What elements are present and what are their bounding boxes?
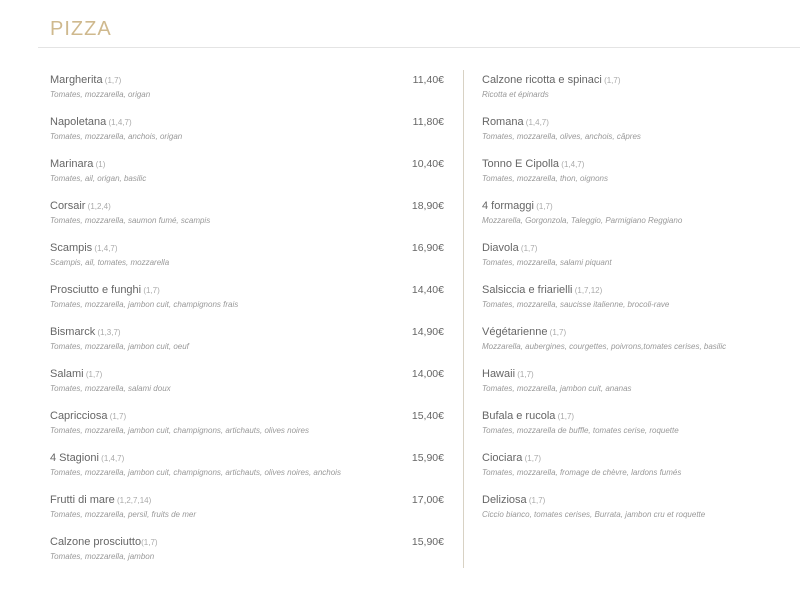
item-name-line [50, 409, 446, 424]
item-description: Tomates, mozzarella, salami doux [50, 384, 171, 393]
allergen-codes: (1,4,7) [106, 118, 132, 127]
item-description: Tomates, mozzarella, saucisse italienne, brocoli-rave [482, 300, 670, 309]
menu-item [50, 157, 446, 199]
item-name: Scampis [50, 242, 93, 254]
item-name-line [482, 409, 792, 424]
item-name: Végétarienne [482, 326, 548, 338]
allergen-codes: (1,4,7) [92, 244, 118, 253]
item-name: Bismarck [50, 326, 96, 338]
allergen-codes: (1,7) [518, 244, 538, 253]
menu-item [50, 73, 446, 115]
item-name: Frutti di mare [50, 494, 115, 506]
item-name-line [482, 493, 792, 508]
menu-item [482, 283, 792, 325]
item-price: 15,40€ [411, 410, 444, 422]
allergen-codes: (1) [93, 160, 106, 169]
item-name: Salsiccia e friarielli [482, 284, 573, 296]
menu-item [482, 115, 792, 157]
allergen-codes: (1,7) [102, 76, 122, 85]
item-price: 10,40€ [411, 158, 444, 170]
item-name: Prosciutto e funghi [50, 284, 142, 296]
item-price: 14,00€ [411, 368, 444, 380]
item-name: Hawaii [482, 368, 516, 380]
item-name: Corsair [50, 200, 86, 212]
menu-item [482, 409, 792, 451]
section-title: PIZZA [50, 18, 112, 40]
item-description: Tomates, mozzarella, jambon cuit, ananas [482, 384, 632, 393]
item-price: 14,40€ [411, 284, 444, 296]
right-menu-column [482, 73, 792, 535]
left-menu-column [50, 73, 446, 577]
menu-item [482, 241, 792, 283]
item-name: Salami [50, 368, 84, 380]
item-name: Capricciosa [50, 410, 108, 422]
allergen-codes: (1,7) [555, 412, 575, 421]
item-name-line [482, 325, 792, 340]
allergen-codes: (1,7) [107, 412, 127, 421]
item-name-line [482, 73, 792, 88]
column-divider [463, 70, 464, 568]
item-description: Tomates, mozzarella, jambon [50, 552, 155, 561]
allergen-codes: (1,7) [526, 496, 546, 505]
item-description: Ricotta et épinards [482, 90, 549, 99]
menu-item [50, 241, 446, 283]
menu-item [50, 451, 446, 493]
allergen-codes: (1,7) [141, 286, 160, 295]
item-name: Calzone prosciutto [50, 536, 142, 548]
allergen-codes: (1,4,7) [98, 454, 125, 463]
item-name-line [482, 157, 792, 172]
item-description: Tomates, mozzarella, jambon cuit, oeuf [50, 342, 189, 351]
item-name-line [50, 241, 446, 256]
item-name-line [50, 367, 446, 382]
item-name: Tonno E Cipolla [482, 158, 560, 170]
item-name-line [482, 367, 792, 382]
item-price: 11,80€ [412, 116, 444, 128]
item-name-line [482, 451, 792, 466]
menu-item [50, 409, 446, 451]
item-price: 14,90€ [411, 326, 444, 338]
allergen-codes: (1,7,12) [572, 286, 603, 295]
item-description: Tomates, mozzarella, thon, oignons [482, 174, 608, 183]
item-name: Marinara [50, 158, 94, 170]
menu-item [482, 199, 792, 241]
item-description: Tomates, mozzarella de buffle, tomates cerise, roquette [482, 426, 679, 435]
allergen-codes: (1,7) [515, 370, 534, 379]
allergen-codes: (1,7) [83, 370, 103, 379]
item-description: Tomates, mozzarella, jambon cuit, champignons, artichauts, olives noires, anchois [50, 468, 341, 477]
item-description: Tomates, mozzarella, anchois, origan [50, 132, 183, 141]
item-name-line [482, 241, 792, 256]
item-name-line [482, 283, 792, 298]
item-name-line [50, 325, 446, 340]
allergen-codes: (1,2,4) [85, 202, 111, 211]
item-description: Tomates, mozzarella, salami piquant [482, 258, 612, 267]
item-name: Napoletana [50, 116, 107, 128]
item-name: Bufala e rucola [482, 410, 556, 422]
item-description: Ciccio bianco, tomates cerises, Burrata, jambon cru et roquette [482, 510, 706, 519]
item-description: Tomates, mozzarella, jambon cuit, champignons frais [50, 300, 239, 309]
item-name-line [50, 283, 446, 298]
item-description: Tomates, mozzarella, fromage de chèvre, lardons fumés [482, 468, 682, 477]
item-description: Tomates, mozzarella, jambon cuit, champignons, artichauts, olives noires [50, 426, 309, 435]
item-description: Tomates, mozzarella, olives, anchois, câpres [482, 132, 641, 141]
item-price: 11,40€ [412, 74, 444, 86]
item-price: 17,00€ [411, 494, 444, 506]
allergen-codes: (1,4,7) [523, 118, 549, 127]
item-description: Mozzarella, aubergines, courgettes, poivrons,tomates cerises, basilic [482, 342, 727, 351]
menu-item [50, 283, 446, 325]
item-name: 4 formaggi [482, 200, 534, 212]
menu-item [482, 157, 792, 199]
title-divider [38, 47, 800, 48]
menu-item [482, 73, 792, 115]
item-name-line [482, 199, 792, 214]
item-name-line [50, 493, 446, 508]
item-description: Mozzarella, Gorgonzola, Taleggio, Parmigiano Reggiano [482, 216, 683, 225]
allergen-codes: (1,7) [533, 202, 553, 211]
menu-item [50, 325, 446, 367]
item-name-line [50, 451, 446, 466]
item-name-line [50, 157, 446, 172]
allergen-codes: (1,3,7) [95, 328, 121, 337]
item-name: Romana [482, 116, 524, 128]
allergen-codes: (1,4,7) [559, 160, 585, 169]
item-price: 15,90€ [411, 536, 444, 548]
item-price: 15,90€ [411, 452, 444, 464]
item-name-line [482, 115, 792, 130]
menu-item [50, 199, 446, 241]
item-description: Tomates, mozzarella, persil, fruits de mer [50, 510, 196, 519]
item-name: 4 Stagioni [50, 452, 99, 464]
item-name-line [50, 199, 446, 214]
item-price: 18,90€ [411, 200, 444, 212]
allergen-codes: (1,7) [547, 328, 567, 337]
menu-item [482, 451, 792, 493]
allergen-codes: (1,2,7,14) [114, 496, 152, 505]
item-name: Margherita [50, 74, 103, 86]
menu-item [50, 535, 446, 577]
allergen-codes: (1,7) [601, 76, 621, 85]
item-name-line [50, 115, 446, 130]
allergen-codes: (1,7) [522, 454, 542, 463]
item-name: Calzone ricotta e spinaci [482, 74, 602, 86]
item-name: Diavola [482, 242, 519, 254]
menu-item [50, 115, 446, 157]
item-name-line [50, 535, 446, 550]
item-name: Deliziosa [482, 494, 527, 506]
item-name-line [50, 73, 446, 88]
allergen-codes: (1,7) [141, 538, 158, 547]
item-description: Tomates, mozzarella, saumon fumé, scampis [50, 216, 211, 225]
menu-item [482, 325, 792, 367]
menu-item [50, 367, 446, 409]
item-description: Scampis, ail, tomates, mozzarella [50, 258, 170, 267]
item-name: Ciociara [482, 452, 523, 464]
menu-item [482, 493, 792, 535]
menu-item [482, 367, 792, 409]
item-description: Tomates, mozzarella, origan [50, 90, 151, 99]
menu-item [50, 493, 446, 535]
item-description: Tomates, ail, origan, basilic [50, 174, 147, 183]
item-price: 16,90€ [411, 242, 444, 254]
